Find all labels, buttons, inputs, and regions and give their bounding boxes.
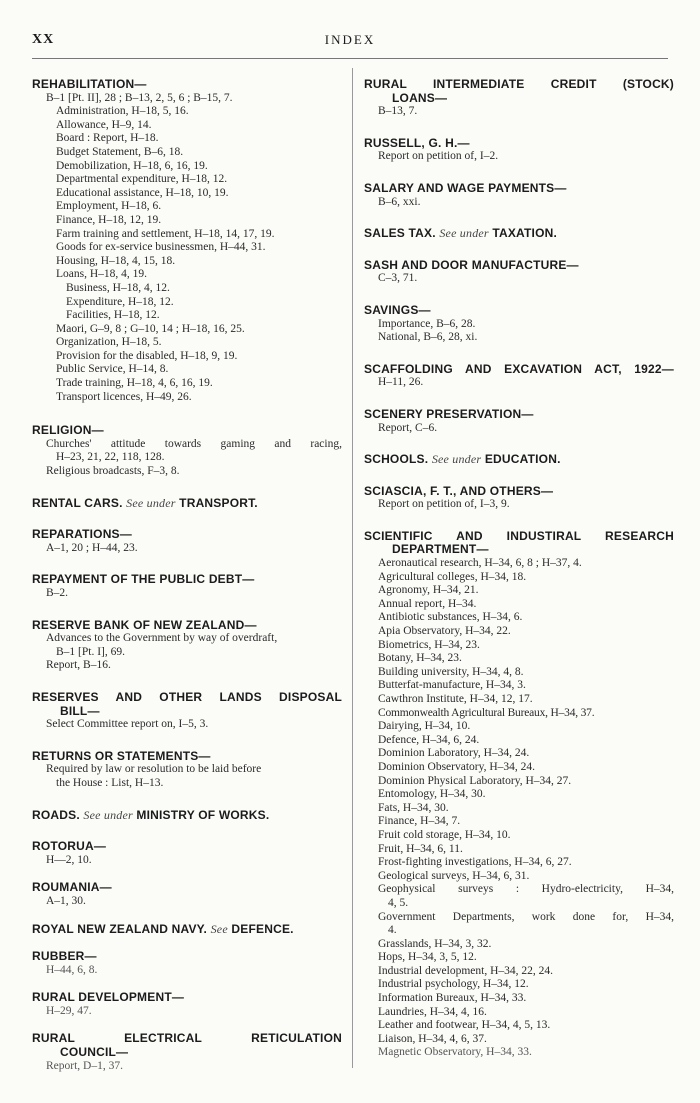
entry-line: Budget Statement, B–6, 18.	[56, 145, 184, 158]
entry-line: Frost-fighting investigations, H–34, 6, 27.	[378, 856, 572, 869]
entry-line: Report, C–6.	[378, 421, 438, 434]
entry-heading: SALES TAX.	[364, 226, 436, 241]
entry-line: Dominion Laboratory, H–34, 24.	[378, 747, 530, 760]
entry-line: Required by law or resolution to be laid before	[46, 763, 262, 776]
entry-line: Magnetic Observatory, H–34, 33.	[378, 1046, 532, 1059]
entry-line: Laundries, H–34, 4, 16.	[378, 1005, 487, 1018]
entry-subline: Facilities, H–18, 12.	[66, 309, 160, 322]
entry-line: Biometrics, H–34, 23.	[378, 638, 480, 651]
see-under: See under	[126, 495, 176, 510]
entry-line: Apia Observatory, H–34, 22.	[378, 625, 511, 638]
entry-line: Loans, H–18, 4, 19.	[56, 268, 148, 281]
entry-rubber	[32, 950, 342, 977]
entry-line: 4, 5.	[388, 896, 409, 909]
entry-line: Employment, H–18, 6.	[56, 200, 162, 213]
entry-line: Religious broadcasts, F–3, 8.	[46, 465, 180, 478]
entry-line: Finance, H–34, 7.	[378, 815, 461, 828]
entry-heading: RESERVES AND OTHER LANDS DISPOSAL	[32, 689, 342, 704]
entry-rehabilitation	[32, 78, 342, 404]
entry-heading: RESERVE BANK OF NEW ZEALAND—	[32, 617, 257, 632]
entry-line: Educational assistance, H–18, 10, 19.	[56, 186, 229, 199]
entry-line: Aeronautical research, H–34, 6, 8 ; H–37, 4.	[378, 557, 582, 570]
entry-scaffolding	[364, 363, 674, 390]
see-under: See under	[431, 452, 482, 467]
entry-line: B–13, 7.	[378, 105, 418, 118]
entry-line: Liaison, H–34, 4, 6, 37.	[378, 1032, 487, 1045]
left-column	[32, 78, 342, 1091]
entry-heading: SCAFFOLDING AND EXCAVATION ACT, 1922—	[364, 361, 674, 376]
entry-line: Goods for ex-service businessmen, H–44, 31.	[56, 241, 266, 254]
entry-heading: SAVINGS—	[364, 302, 431, 317]
entry-heading: SCIASCIA, F. T., AND OTHERS—	[364, 483, 554, 498]
entry-line: Grasslands, H–34, 3, 32.	[378, 937, 492, 950]
entry-line: Demobilization, H–18, 6, 16, 19.	[56, 159, 208, 172]
entry-heading: RENTAL CARS.	[32, 495, 123, 510]
entry-line: C–3, 71.	[378, 272, 418, 285]
entry-line: Fats, H–34, 30.	[378, 801, 449, 814]
entry-russell	[364, 137, 674, 164]
entry-heading: SASH AND DOOR MANUFACTURE—	[364, 257, 579, 272]
entry-roumania	[32, 881, 342, 908]
entry-line: Agricultural colleges, H–34, 18.	[378, 570, 527, 583]
entry-line: the House : List, H–13.	[56, 776, 164, 789]
entry-heading: RELIGION—	[32, 423, 104, 438]
entry-heading: ROYAL NEW ZEALAND NAVY.	[32, 921, 208, 936]
entry-line: Industrial psychology, H–34, 12.	[378, 978, 529, 991]
entry-line: H–11, 26.	[378, 376, 424, 389]
entry-heading-cont: BILL—	[60, 703, 100, 718]
entry-line: Antibiotic substances, H–34, 6.	[378, 611, 523, 624]
entry-line: Butterfat-manufacture, H–34, 3.	[378, 679, 526, 692]
entry-heading: SCHOOLS.	[364, 452, 429, 467]
entry-line: Farm training and settlement, H–18, 14, 17, 19.	[56, 227, 275, 240]
entry-rotorua	[32, 840, 342, 867]
entry-line: Administration, H–18, 5, 16.	[56, 105, 189, 118]
entry-line: Report on petition of, I–2.	[378, 150, 499, 163]
entry-line: Cawthron Institute, H–34, 12, 17.	[378, 693, 533, 705]
entry-line: Report, D–1, 37.	[46, 1059, 123, 1072]
entry-sash-door	[364, 259, 674, 286]
entry-rental-cars	[32, 497, 342, 511]
entry-heading: SCENERY PRESERVATION—	[364, 406, 534, 421]
entry-line: Finance, H–18, 12, 19.	[56, 213, 162, 226]
see-under: See under	[439, 226, 489, 241]
entry-line: Dominion Physical Laboratory, H–34, 27.	[378, 774, 572, 787]
see-under: See	[210, 921, 228, 936]
entry-heading: ROADS.	[32, 807, 80, 822]
entry-scenery	[364, 408, 674, 435]
entry-line: Defence, H–34, 6, 24.	[378, 733, 480, 746]
entry-line: Churches' attitude towards gaming and racing,	[46, 437, 342, 450]
entry-line: Fruit cold storage, H–34, 10.	[378, 828, 511, 841]
entry-line: Provision for the disabled, H–18, 9, 19.	[56, 349, 238, 362]
right-column	[364, 78, 674, 1078]
entry-line: Housing, H–18, 4, 15, 18.	[56, 254, 176, 267]
cross-reference: DEFENCE.	[231, 921, 294, 936]
entry-heading: ROTORUA—	[32, 839, 107, 854]
entry-religion	[32, 424, 342, 478]
entry-line: B–1 [Pt. II], 28 ; B–13, 2, 5, 6 ; B–15, 7.	[46, 91, 233, 104]
entry-line: Industrial development, H–34, 22, 24.	[378, 964, 554, 977]
entry-rural-intermediate-credit	[364, 78, 674, 119]
entry-line: Geological surveys, H–34, 6, 31.	[378, 869, 530, 882]
entry-line: Advances to the Government by way of overdraft,	[46, 632, 278, 645]
entry-line: A–1, 30.	[46, 894, 86, 907]
entry-heading: RURAL DEVELOPMENT—	[32, 990, 185, 1005]
entry-line: Trade training, H–18, 4, 6, 16, 19.	[56, 377, 213, 390]
entry-line: Allowance, H–9, 14.	[56, 118, 152, 131]
entry-line: H–44, 6, 8.	[46, 963, 98, 976]
entry-returns	[32, 750, 342, 791]
entry-line: B–1 [Pt. I], 69.	[56, 645, 125, 658]
page-title: INDEX	[324, 32, 376, 47]
entry-subline: Business, H–18, 4, 12.	[66, 281, 170, 294]
entry-line: Departmental expenditure, H–18, 12.	[56, 173, 228, 186]
entry-line: A–1, 20 ; H–44, 23.	[46, 541, 138, 554]
entry-scientific-industrial	[364, 530, 674, 1060]
entry-line: Geophysical surveys : Hydro-electricity, H–34,	[378, 883, 674, 896]
entry-reparations	[32, 528, 342, 555]
entry-heading-row	[32, 497, 342, 511]
entry-line: H—2, 10.	[46, 853, 92, 866]
page-number: XX	[32, 32, 55, 47]
entry-heading: REPARATIONS—	[32, 527, 132, 542]
entry-heading-row	[364, 227, 674, 241]
entry-line: H–29, 47.	[46, 1004, 92, 1017]
entry-salary	[364, 182, 674, 209]
entry-heading-row	[32, 809, 342, 823]
entry-line: Botany, H–34, 23.	[378, 652, 462, 665]
entry-subline: Expenditure, H–18, 12.	[66, 295, 174, 308]
entry-heading: REPAYMENT OF THE PUBLIC DEBT—	[32, 572, 255, 587]
entry-heading: SCIENTIFIC AND INDUSTIRAL RESEARCH	[364, 528, 674, 543]
entry-line: Information Bureaux, H–34, 33.	[378, 992, 527, 1005]
entry-line: Importance, B–6, 28.	[378, 317, 476, 330]
entry-line: Hops, H–34, 3, 5, 12.	[378, 951, 477, 964]
entry-line: Building university, H–34, 4, 8.	[378, 665, 524, 678]
entry-heading: RETURNS OR STATEMENTS—	[32, 748, 211, 763]
entry-reserve-bank	[32, 619, 342, 673]
entry-line: Maori, G–9, 8 ; G–10, 14 ; H–18, 16, 25.	[56, 322, 245, 335]
entry-line: B–6, xxi.	[378, 195, 421, 208]
entry-roads	[32, 809, 342, 823]
entry-reserves-bill	[32, 691, 342, 732]
entry-heading: RUSSELL, G. H.—	[364, 135, 470, 150]
entry-line: Organization, H–18, 5.	[56, 336, 162, 349]
entry-schools	[364, 453, 674, 467]
entry-line: Annual report, H–34.	[378, 597, 477, 610]
entry-line: Transport licences, H–49, 26.	[56, 390, 192, 403]
see-under: See under	[83, 807, 133, 822]
entry-line: Fruit, H–34, 6, 11.	[378, 842, 463, 855]
entry-line: Report, B–16.	[46, 659, 111, 672]
entry-line: National, B–6, 28, xi.	[378, 331, 478, 344]
entry-heading: REHABILITATION—	[32, 77, 147, 91]
entry-heading: ROUMANIA—	[32, 880, 112, 895]
entry-line: Dairying, H–34, 10.	[378, 720, 471, 733]
entry-heading-row	[32, 923, 342, 937]
entry-sciascia	[364, 485, 674, 512]
entry-heading: SALARY AND WAGE PAYMENTS—	[364, 180, 567, 195]
entry-line: B–2.	[46, 587, 69, 599]
entry-line: Commonwealth Agricultural Bureaux, H–34, 37.	[378, 706, 595, 719]
entry-line: Leather and footwear, H–34, 4, 5, 13.	[378, 1019, 551, 1032]
entry-heading-cont: LOANS—	[392, 90, 448, 105]
cross-reference: MINISTRY OF WORKS.	[136, 807, 270, 822]
entry-rural-development	[32, 991, 342, 1018]
entry-line: Government Departments, work done for, H–34,	[378, 910, 674, 923]
entry-rural-electrical	[32, 1032, 342, 1073]
entry-line: H–23, 21, 22, 118, 128.	[56, 451, 165, 464]
column-divider	[352, 68, 353, 1068]
entry-royal-navy	[32, 923, 342, 937]
entry-heading: RURAL INTERMEDIATE CREDIT (STOCK)	[364, 77, 674, 91]
page-header	[32, 32, 668, 59]
entry-heading: RUBBER—	[32, 949, 97, 964]
entry-line: Entomology, H–34, 30.	[378, 788, 486, 801]
entry-sales-tax	[364, 227, 674, 241]
entry-heading-cont: COUNCIL—	[60, 1045, 129, 1060]
entry-line: Agronomy, H–34, 21.	[378, 584, 479, 597]
entry-line: Board : Report, H–18.	[56, 132, 159, 145]
cross-reference: TAXATION.	[492, 226, 558, 241]
entry-repayment	[32, 573, 342, 600]
entry-heading-row	[364, 453, 674, 467]
entry-line: Select Committee report on, I–5, 3.	[46, 718, 209, 731]
entry-savings	[364, 304, 674, 345]
entry-heading-cont: DEPARTMENT—	[392, 542, 489, 557]
entry-line: Public Service, H–14, 8.	[56, 363, 169, 376]
cross-reference: TRANSPORT.	[179, 495, 258, 510]
entry-line: Report on petition of, I–3, 9.	[378, 498, 510, 511]
entry-line: 4.	[388, 924, 397, 937]
entry-line: Dominion Observatory, H–34, 24.	[378, 760, 536, 773]
cross-reference: EDUCATION.	[484, 452, 561, 467]
entry-heading: RURAL ELECTRICAL RETICULATION	[32, 1031, 342, 1046]
